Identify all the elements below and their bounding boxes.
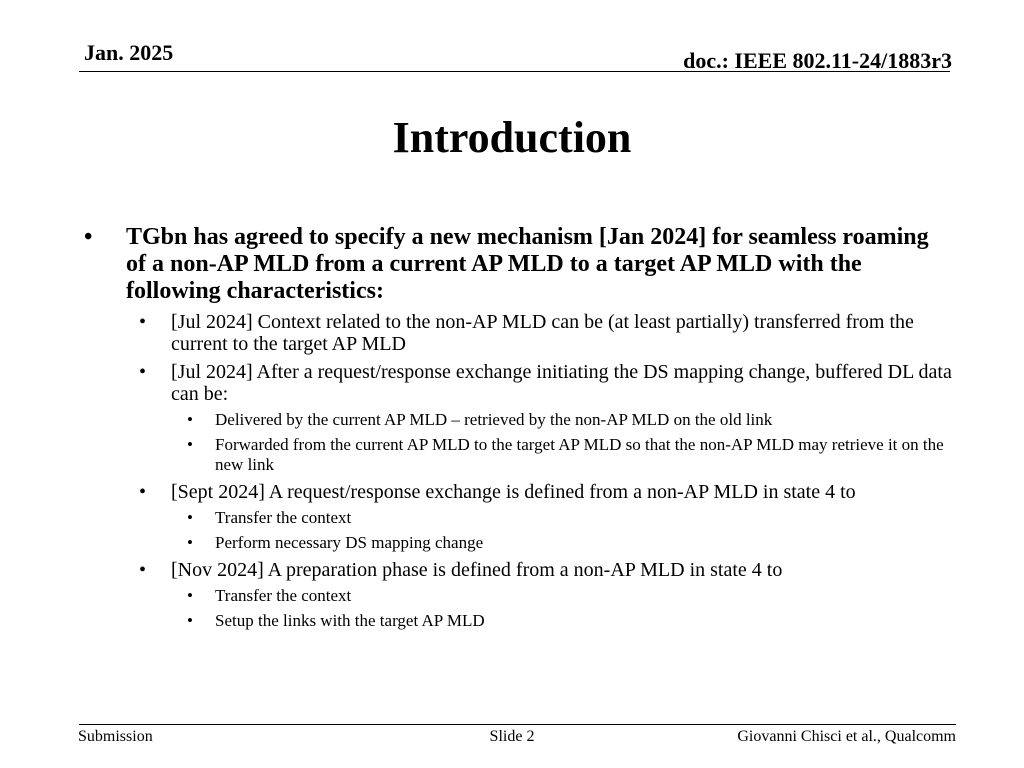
bullet-marker: • [187,611,193,630]
bullet-text: Forwarded from the current AP MLD to the target AP MLD so that the non-AP MLD may retrieve it on the new link [215,435,944,474]
bullet-text: Perform necessary DS mapping change [215,533,484,552]
sub-sub-bullet [84,611,954,631]
bullet-text: TGbn has agreed to specify a new mechanism [Jan 2024] for seamless roaming of a non-AP MLD from a current AP MLD to a target AP MLD with the following characteristics: [126,224,929,304]
footer-author: Giovanni Chisci et al., Qualcomm [737,728,956,745]
sub-sub-bullet [84,533,954,553]
bullet-text: [Sept 2024] A request/response exchange is defined from a non-AP MLD in state 4 to [171,481,856,503]
bullet-text: Setup the links with the target AP MLD [215,611,485,630]
sub-bullet-buffered-dl [84,361,954,405]
bullet-marker: • [187,533,193,552]
header-doc-id: doc.: IEEE 802.11-24/1883r3 [683,48,952,73]
sub-bullet-context [84,311,954,355]
header-date: Jan. 2025 [84,40,174,65]
slide-body [84,224,954,631]
footer-divider [79,724,956,725]
sub-sub-bullet [84,508,954,528]
bullet-text: [Jul 2024] After a request/response exchange initiating the DS mapping change, buffered DL data can be: [171,361,952,405]
slide-title: Introduction [392,113,632,162]
bullet-marker: • [139,361,147,383]
sub-bullet-preparation-phase [84,559,954,581]
bullet-marker: • [187,435,193,454]
sub-sub-bullet [84,586,954,606]
bullet-main [84,224,954,305]
header-divider [79,71,950,72]
bullet-marker: • [187,410,193,429]
sub-bullet-request-response [84,481,954,503]
bullet-marker: • [187,508,193,527]
bullet-text: Transfer the context [215,586,352,605]
bullet-text: Delivered by the current AP MLD – retrieved by the non-AP MLD on the old link [215,410,773,429]
bullet-marker: • [84,224,93,250]
bullet-text: Transfer the context [215,508,352,527]
bullet-marker: • [187,586,193,605]
bullet-marker: • [139,481,147,503]
sub-sub-bullet [84,410,954,430]
bullet-text: [Nov 2024] A preparation phase is defined from a non-AP MLD in state 4 to [171,559,783,581]
bullet-marker: • [139,311,147,333]
bullet-text: [Jul 2024] Context related to the non-AP MLD can be (at least partially) transferred from the current to the target AP MLD [171,311,914,355]
footer-submission: Submission [78,728,153,745]
footer-slide-number: Slide 2 [489,728,535,745]
sub-sub-bullet [84,435,954,475]
bullet-marker: • [139,559,147,581]
